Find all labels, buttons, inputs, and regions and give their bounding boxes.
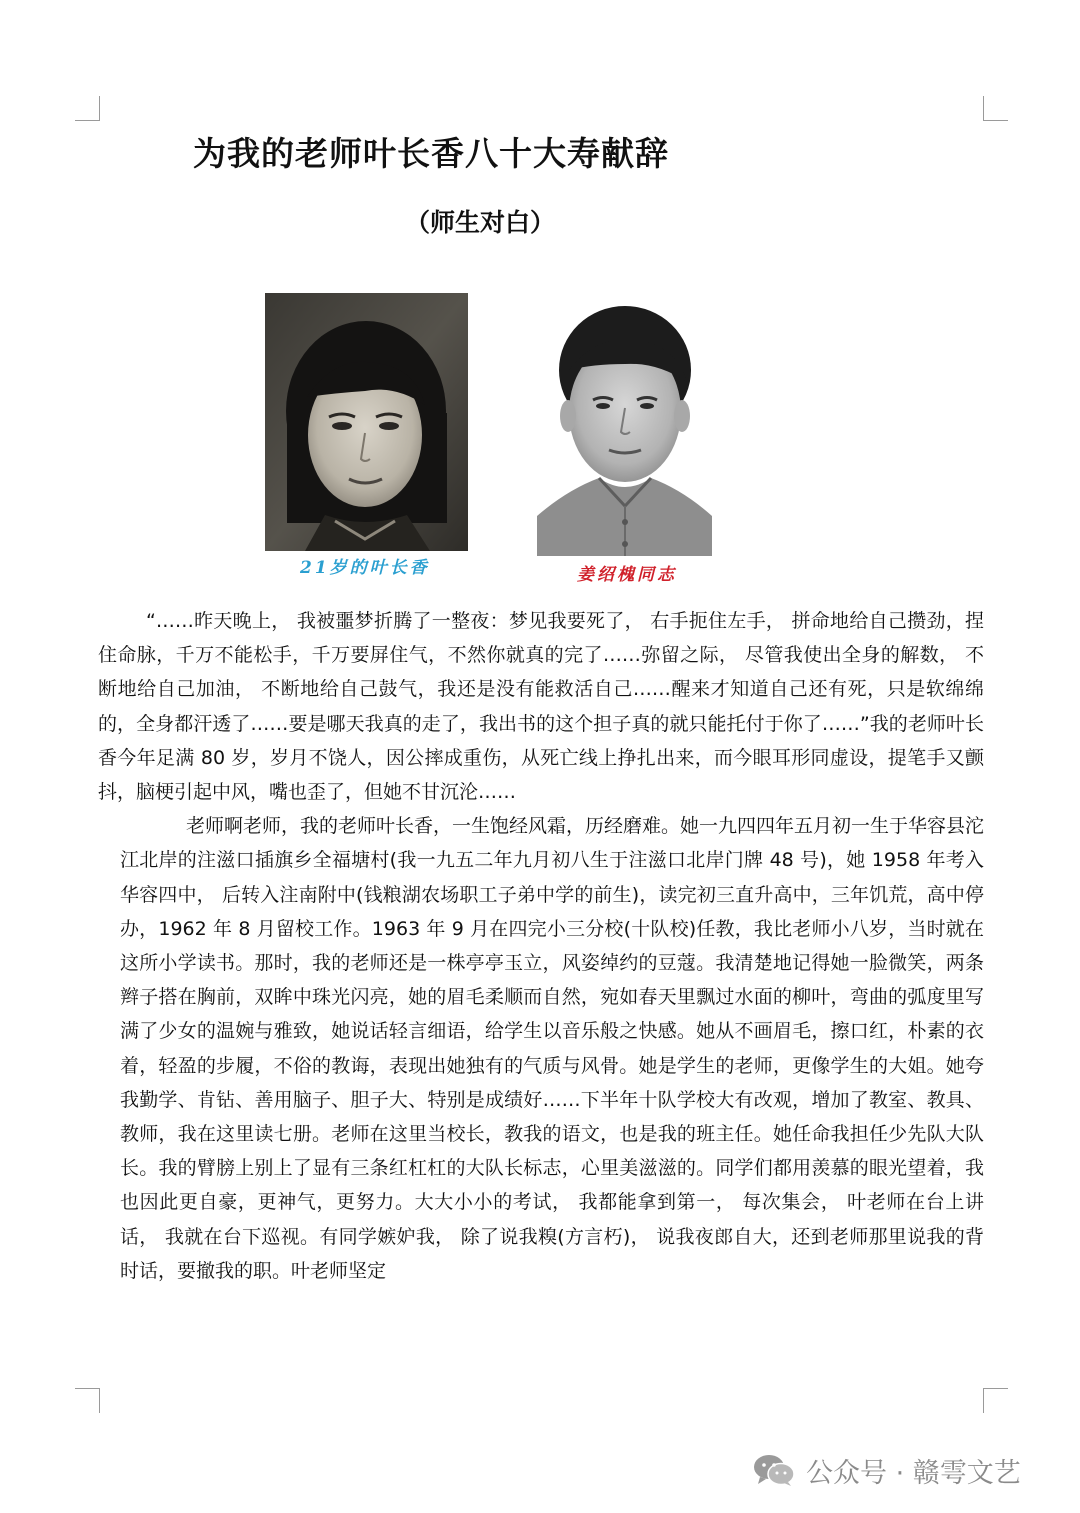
photo-caption-2: 姜绍槐同志 — [577, 565, 677, 585]
paragraph-1: “……昨天晚上， 我被噩梦折腾了一整夜：梦见我要死了， 右手扼住左手， 拼命地给自己攒劲，捏住命脉，千万不能松手，千万要屏住气，不然你就真的完了……弥留之际， 尽管我使出全身的解数， 不断地给自己加油， 不断地给自己鼓气，我还是没有能救活自己……醒来才知道自己还有死，只是软绵绵的，全身都汗透了……要是哪天我真的走了，我出书的这个担子真的就只能托付于你了……”我的老师叶长香今年足满 80 岁，岁月不饶人，因公摔成重伤，从死亡线上挣扎出来，而今眼耳形同虚设，提笔手又颤抖，脑梗引起中风，嘴也歪了，但她不甘沉沦…… — [98, 610, 984, 804]
crop-mark-bottom-right — [983, 1388, 1008, 1413]
crop-mark-top-right — [983, 96, 1008, 121]
portrait-photo-man — [537, 300, 712, 556]
paragraph-2: 老师啊老师，我的老师叶长香，一生饱经风霜，历经磨难。她一九四四年五月初一生于华容县沱江北岸的注滋口插旗乡全福塘村(我一九五二年九月初八生于注滋口北岸门牌 48 号)，她 1958 年考入华容四中， 后转入注南附中(钱粮湖农场职工子弟中学的前生)，读完初三直升高中，三年饥荒，高中停办，1962 年 8 月留校工作。1963 年 9 月在四完小三分校(十队校)任教，我比老师小八岁，当时就在这所小学读书。那时，我的老师还是一株亭亭玉立，风姿绰约的豆蔻。我清楚地记得她一脸微笑，两条辫子搭在胸前，双眸中珠光闪亮，她的眉毛柔顺而自然，宛如春天里飘过水面的柳叶，弯曲的弧度里写满了少女的温婉与雅致，她说话轻言细语，给学生以音乐般之快感。她从不画眉毛，擦口红，朴素的衣着，轻盈的步履，不俗的教诲，表现出她独有的气质与风骨。她是学生的老师，更像学生的大姐。她夸我勤学、肯钻、善用脑子、胆子大、特别是成绩好……下半年十队学校大有改观，增加了教室、教具、教师，我在这里读七册。老师在这里当校长，教我的语文，也是我的班主任。她任命我担任少先队大队长。我的臂膀上别上了显有三条红杠杠的大队长标志，心里美滋滋的。同学们都用羡慕的眼光望着，我也因此更自豪，更神气，更努力。大大小小的考试， 我都能拿到第一， 每次集会， 叶老师在台上讲话， 我就在台下巡视。有同学嫉妒我， 除了说我糗(方言朽)， 说我夜郎自大，还到老师那里说我的背时话，要撤我的职。叶老师坚定 — [120, 815, 985, 1282]
portrait-photo-woman — [265, 293, 468, 551]
crop-mark-bottom-left — [75, 1388, 100, 1413]
photo-caption-1: 21岁的叶长香 — [300, 558, 430, 578]
crop-mark-top-left — [75, 96, 100, 121]
wechat-icon — [752, 1453, 796, 1487]
watermark-text: 公众号 · 赣雩文艺 — [806, 1457, 1021, 1489]
body-text — [98, 604, 984, 1288]
document-subtitle: （师生对白） — [405, 208, 556, 237]
document-title: 为我的老师叶长香八十大寿献辞 — [193, 134, 669, 173]
watermark — [752, 1450, 1021, 1490]
